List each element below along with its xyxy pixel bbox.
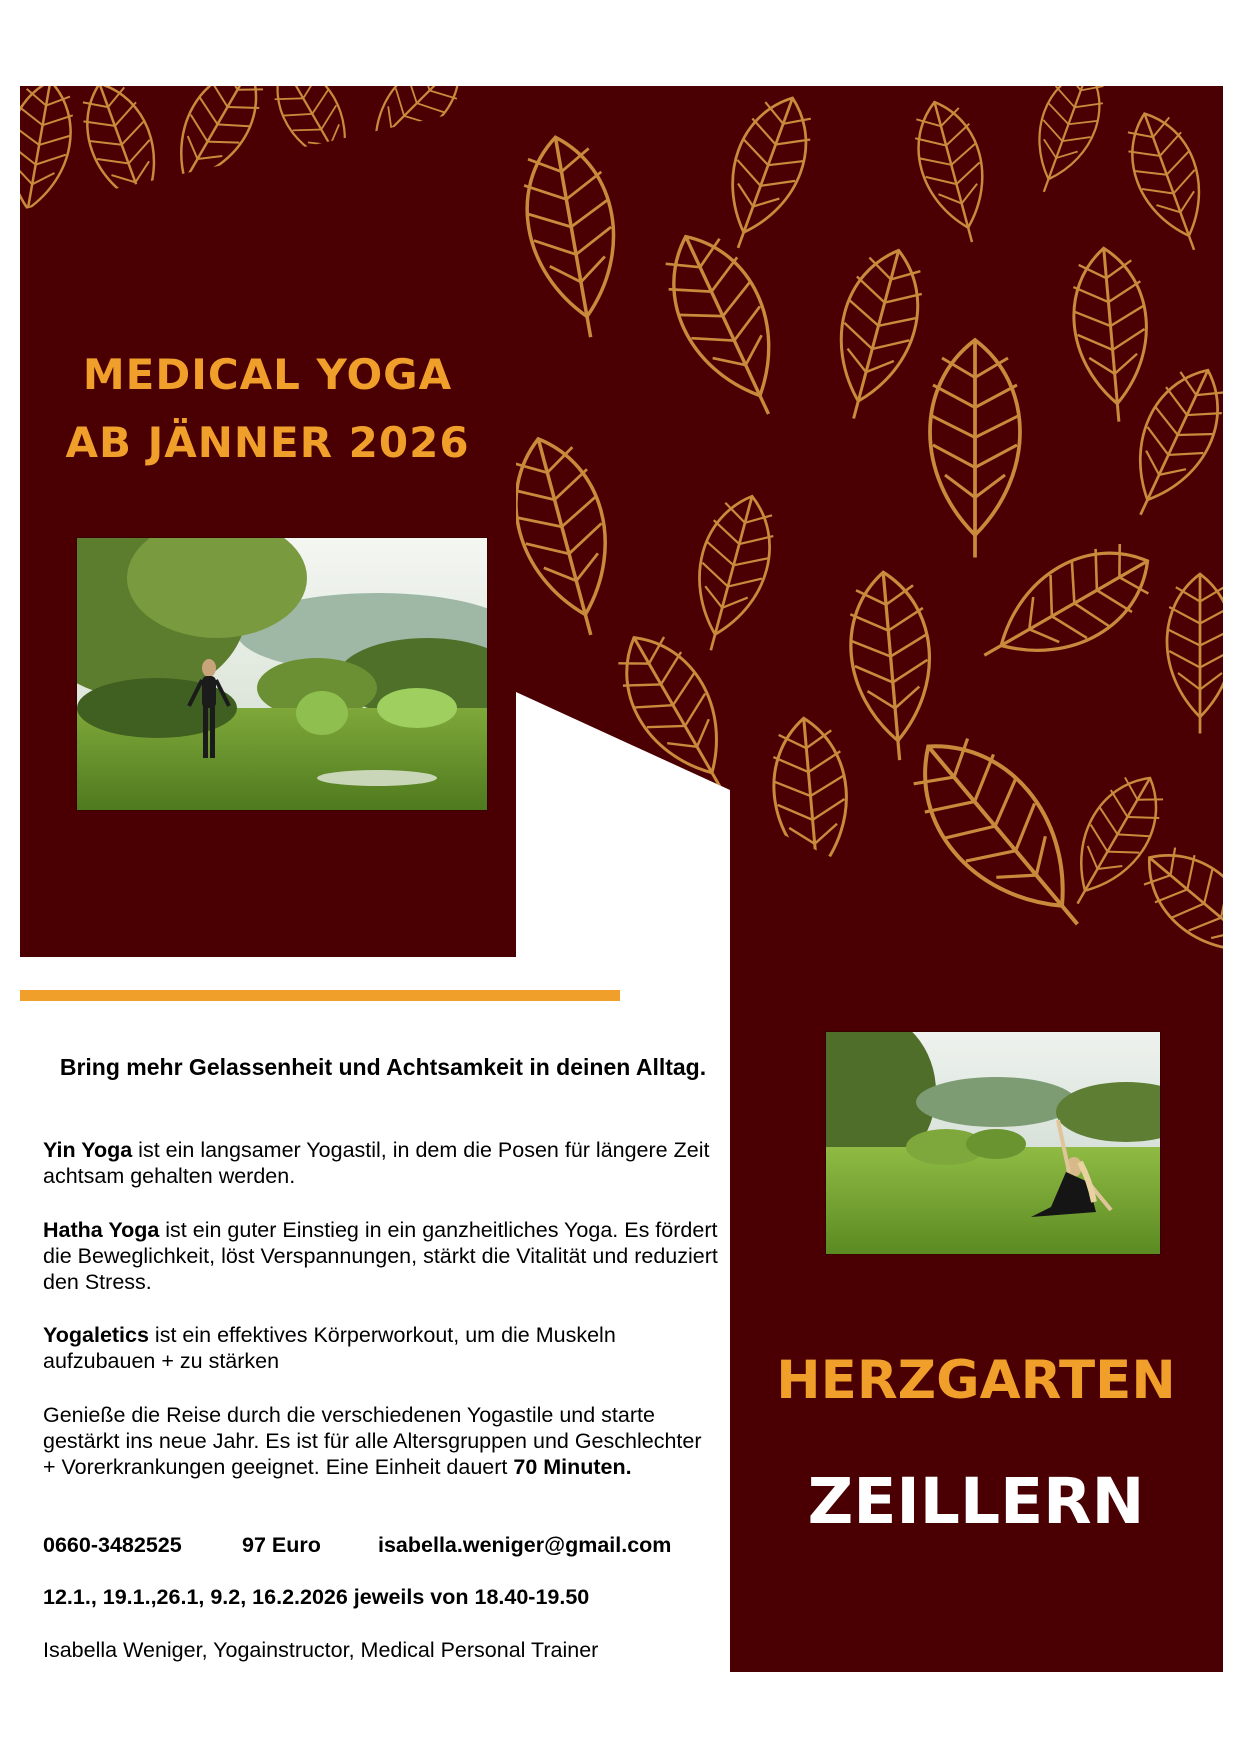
style-hatha-yoga xyxy=(43,1217,718,1295)
instructor-line: Isabella Weniger, Yogainstructor, Medical Personal Trainer xyxy=(43,1638,599,1662)
yoga-stretch-photo xyxy=(825,1031,1161,1255)
style-yin-yoga xyxy=(43,1137,718,1189)
schedule-line: 12.1., 19.1.,26.1, 9.2, 16.2.2026 jeweils von 18.40-19.50 xyxy=(43,1585,590,1609)
title-medical-yoga: MEDICAL YOGA xyxy=(82,350,453,399)
closing-duration: 70 Minuten. xyxy=(513,1455,632,1479)
contact-price: 97 Euro xyxy=(242,1533,321,1557)
style-description: ist ein guter Einstieg in ein ganzheitliches Yoga. Es fördert die Beweglichkeit, löst Verspannungen, stärkt die Vitalität und reduziert den Stress. xyxy=(43,1218,718,1294)
style-description: ist ein langsamer Yogastil, in dem die Posen für längere Zeit achtsam gehalten werden. xyxy=(43,1138,710,1188)
brand-location: ZEILLERN xyxy=(807,1465,1145,1538)
style-yogaletics xyxy=(43,1322,683,1374)
yoga-standing-photo xyxy=(76,537,488,811)
style-name: Yin Yoga xyxy=(43,1138,133,1162)
style-name: Hatha Yoga xyxy=(43,1218,160,1242)
closing-paragraph xyxy=(43,1402,718,1480)
style-name: Yogaletics xyxy=(43,1323,149,1347)
contact-email[interactable]: isabella.weniger@gmail.com xyxy=(378,1533,672,1557)
intro-headline: Bring mehr Gelassenheit und Achtsamkeit in deinen Alltag. xyxy=(59,1054,707,1080)
style-description: ist ein effektives Körperworkout, um die Muskeln aufzubauen + zu stärken xyxy=(43,1323,616,1373)
contact-phone: 0660-3482525 xyxy=(43,1533,182,1557)
title-date: AB JÄNNER 2026 xyxy=(65,418,470,467)
closing-text: Genieße die Reise durch die verschiedenen Yogastile und starte gestärkt ins neue Jahr. Es ist für alle Altersgruppen und Geschlechter + Vorerkrankungen geeignet. Eine Einheit dauert xyxy=(43,1403,702,1479)
brand-name: HERZGARTEN xyxy=(776,1350,1176,1411)
